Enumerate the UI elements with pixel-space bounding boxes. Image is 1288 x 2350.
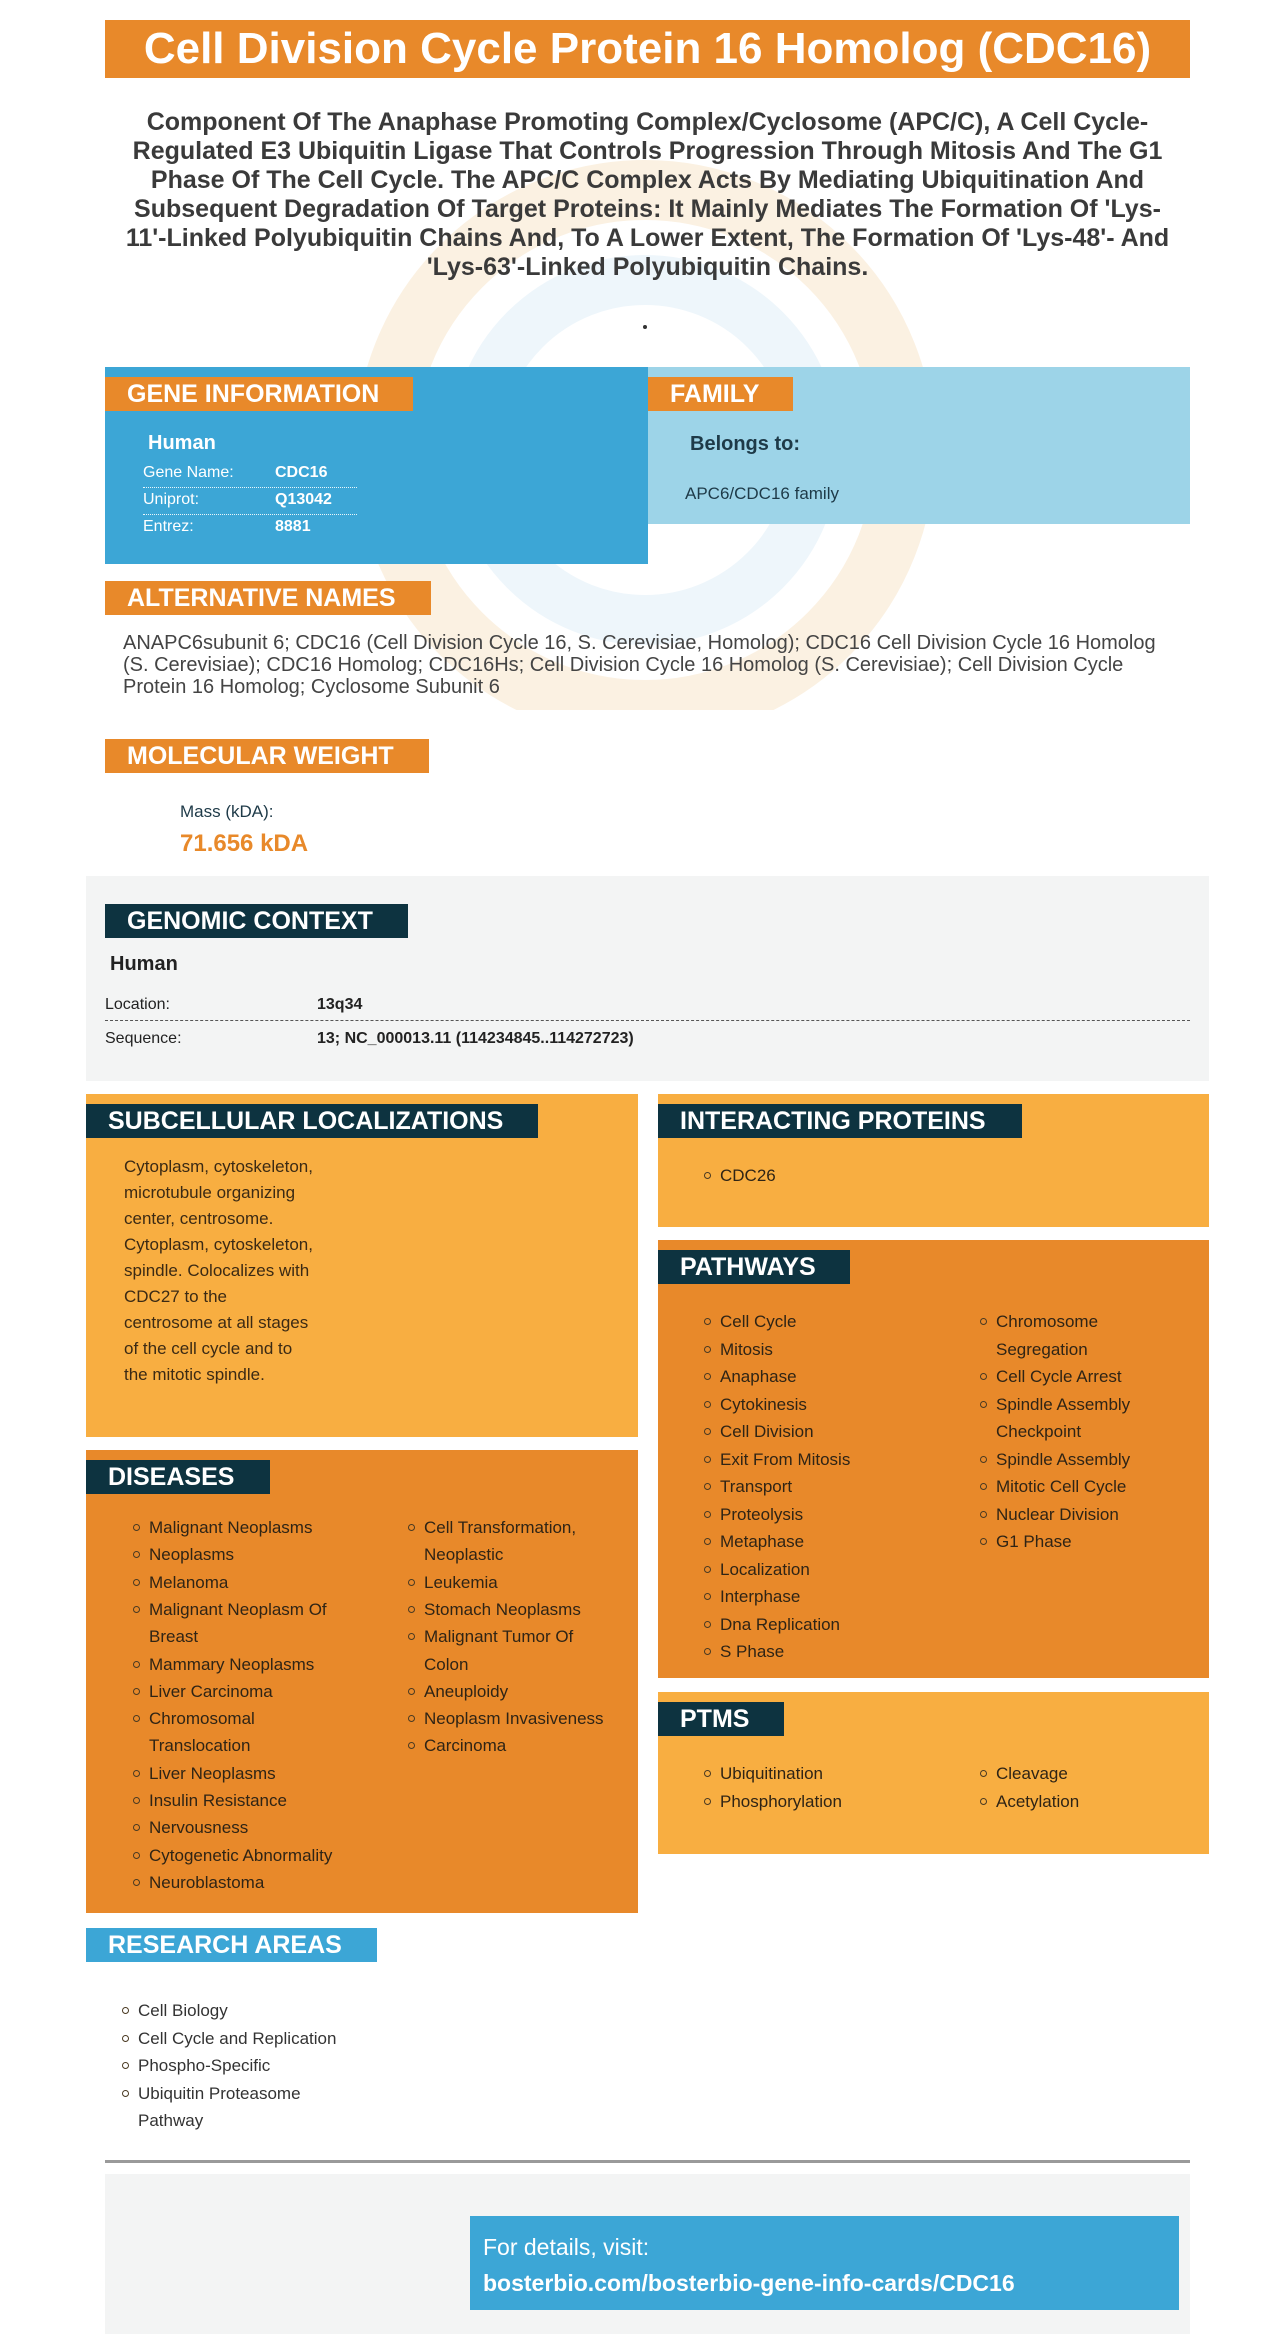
disease-item: Leukemia [424,1572,498,1592]
mass-value: 71.656 kDA [180,830,309,857]
pathway-item: Spindle Assembly [996,1394,1131,1414]
bullet-icon [133,1770,140,1777]
pathway-item: Cell Division [720,1422,814,1441]
disease-item: Liver Neoplasms [149,1763,276,1783]
bullet-icon [704,1798,711,1805]
bullet-icon [704,1648,711,1655]
bullet-icon [704,1373,711,1380]
mass-label: Mass (kDA): [180,802,274,821]
bullet-icon [704,1511,711,1518]
bullet-icon [704,1593,711,1600]
subcellular-line: of the cell cycle and to [124,1339,293,1358]
pathway-item: Checkpoint [996,1422,1082,1441]
bullet-icon [133,1879,140,1886]
bullet-icon [408,1606,415,1613]
molecular-weight-heading: MOLECULAR WEIGHT [105,739,429,773]
interacting-proteins-heading: INTERACTING PROTEINS [658,1104,1022,1138]
family-value: APC6/CDC16 family [685,484,839,503]
details-label: For details, visit: [483,2234,650,2260]
pathway-item: S Phase [720,1642,785,1661]
gene-name-label: Gene Name: [143,464,234,481]
research-area-item: Pathway [138,2111,204,2130]
ptms-heading: PTMS [658,1702,784,1736]
bullet-icon [408,1579,415,1586]
sequence-row [105,1022,1190,1055]
genomic-context-heading: GENOMIC CONTEXT [105,904,408,938]
uniprot-value: Q13042 [275,491,332,508]
disease-item: Melanoma [149,1572,229,1592]
pathway-item: Metaphase [720,1532,805,1551]
bullet-icon [133,1579,140,1586]
pathway-item: Cell Cycle [720,1312,797,1331]
subcellular-line: CDC27 to the [124,1287,227,1306]
ptm-item: Phosphorylation [720,1791,842,1811]
bullet-icon [133,1661,140,1668]
bullet-icon [704,1770,711,1777]
pathway-item: Segregation [996,1339,1088,1359]
uniprot-row [143,488,357,515]
bullet-icon [704,1172,711,1179]
bullet-icon [133,1852,140,1859]
uniprot-label: Uniprot: [143,491,200,508]
separator-dot [643,325,647,329]
research-areas-heading: RESEARCH AREAS [86,1928,377,1962]
bullet-icon [133,1524,140,1531]
disease-item: Neoplasm Invasiveness [424,1709,604,1729]
disease-item: Cytogenetic Abnormality [149,1845,333,1865]
bullet-icon [122,2035,129,2042]
bullet-icon [980,1373,987,1380]
interacting-protein-item: CDC26 [720,1166,776,1185]
pathway-item: Mitosis [720,1339,773,1359]
disease-item: Insulin Resistance [149,1791,287,1810]
pathway-item: Cytokinesis [720,1394,807,1414]
bullet-icon [122,2062,129,2069]
bullet-icon [704,1401,711,1408]
alternative-names-text: ANAPC6subunit 6; CDC16 (Cell Division Cycle 16, S. Cerevisiae, Homolog); CDC16 Cell Division Cycle 16 Homolog (S. Cerevisiae); CDC16 Homolog; CDC16Hs; Cell Division Cycle 16 Homolog (S. Cerevisiae); Cell Division Cycle Protein 16 Homolog; Cyclosome Subunit 6 [123,632,1156,698]
bullet-icon [980,1511,987,1518]
gene-name-row [143,461,357,488]
subcellular-line: Cytoplasm, cytoskeleton, [124,1235,313,1254]
footer-divider [105,2160,1190,2163]
bullet-icon [704,1346,711,1353]
bullet-icon [133,1606,140,1613]
bullet-icon [980,1483,987,1490]
bullet-icon [704,1456,711,1463]
pathway-item: Transport [720,1477,793,1496]
pathway-item: Interphase [720,1587,801,1606]
disease-item: Stomach Neoplasms [424,1599,581,1619]
bullet-icon [704,1483,711,1490]
bullet-icon [980,1318,987,1325]
location-label: Location: [105,996,170,1013]
research-area-item: Ubiquitin Proteasome [138,2083,301,2103]
entrez-value: 8881 [275,518,311,535]
bullet-icon [122,2090,129,2097]
disease-item: Malignant Neoplasm Of [149,1599,327,1619]
disease-item: Chromosomal [149,1709,255,1729]
subcellular-line: microtubule organizing [124,1183,296,1202]
gene-info-species: Human [148,432,216,454]
sequence-value: 13; NC_000013.11 (114234845..114272723) [317,1030,634,1047]
pathway-item: Mitotic Cell Cycle [996,1477,1127,1496]
disease-item: Neuroblastoma [149,1872,265,1892]
disease-item: Translocation [149,1736,251,1756]
entrez-row [143,515,357,542]
family-belongs-label: Belongs to: [690,433,800,455]
pathway-item: Spindle Assembly [996,1449,1131,1469]
subcellular-line: Cytoplasm, cytoskeleton, [124,1157,313,1176]
subcellular-text [124,1154,313,1388]
location-row [105,988,1190,1021]
bullet-icon [704,1428,711,1435]
gene-name-value: CDC16 [275,464,328,481]
subcellular-line: centrosome at all stages [124,1313,309,1332]
disease-item: Liver Carcinoma [149,1681,273,1701]
gene-information-heading: GENE INFORMATION [105,377,413,411]
disease-item: Mammary Neoplasms [149,1654,315,1674]
sequence-label: Sequence: [105,1030,182,1047]
bullet-icon [980,1770,987,1777]
entrez-label: Entrez: [143,518,194,535]
bullet-icon [704,1621,711,1628]
pathway-item: G1 Phase [996,1532,1072,1551]
disease-item: Neoplasms [149,1545,235,1565]
ptm-item: Acetylation [996,1791,1080,1811]
bullet-icon [122,2007,129,2014]
pathway-item: Exit From Mitosis [720,1449,851,1469]
research-area-item: Phospho-Specific [138,2056,271,2075]
ptm-item: Ubiquitination [720,1764,824,1783]
location-value: 13q34 [317,996,363,1013]
alternative-names-heading: ALTERNATIVE NAMES [105,581,431,615]
bullet-icon [408,1524,415,1531]
research-area-item: Cell Cycle and Replication [138,2028,337,2048]
research-area-item: Cell Biology [138,2001,228,2020]
details-link[interactable]: bosterbio.com/bosterbio-gene-info-cards/CDC16 [483,2270,1015,2296]
disease-item: Aneuploidy [424,1681,509,1701]
ptm-item: Cleavage [996,1764,1068,1783]
bullet-icon [980,1538,987,1545]
bullet-icon [133,1797,140,1804]
diseases-heading: DISEASES [86,1460,270,1494]
pathway-item: Anaphase [720,1367,797,1386]
disease-item: Breast [149,1627,199,1647]
disease-item: Malignant Neoplasms [149,1518,313,1537]
pathway-item: Cell Cycle Arrest [996,1367,1122,1386]
bullet-icon [980,1798,987,1805]
bullet-icon [133,1688,140,1695]
subcellular-line: the mitotic spindle. [124,1365,265,1384]
genomic-species: Human [110,953,178,975]
pathway-item: Proteolysis [720,1504,804,1524]
subcellular-line: spindle. Colocalizes with [124,1261,310,1280]
bullet-icon [980,1401,987,1408]
bullet-icon [704,1566,711,1573]
pathway-item: Localization [720,1559,810,1579]
bullet-icon [704,1318,711,1325]
page-title: Cell Division Cycle Protein 16 Homolog (CDC16) [105,20,1190,78]
disease-item: Malignant Tumor Of [424,1627,574,1647]
bullet-icon [408,1688,415,1695]
disease-item: Colon [424,1654,469,1674]
disease-item: Carcinoma [424,1736,507,1756]
bullet-icon [704,1538,711,1545]
bullet-icon [980,1456,987,1463]
pathway-item: Chromosome [996,1312,1099,1331]
family-heading: FAMILY [648,377,793,411]
pathway-item: Dna Replication [720,1614,841,1634]
pathway-item: Nuclear Division [996,1504,1119,1524]
disease-item: Cell Transformation, [424,1518,577,1537]
subcellular-line: center, centrosome. [124,1209,274,1228]
pathways-heading: PATHWAYS [658,1250,850,1284]
protein-summary: Component Of The Anaphase Promoting Complex/Cyclosome (APC/C), A Cell Cycle-Regulated E3 Ubiquitin Ligase That Controls Progression Through Mitosis And The G1 Phase Of The Cell Cycle. The APC/C Complex Acts By Mediating Ubiquitination And Subsequent Degradation Of Target Proteins: It Mainly Mediates The Formation Of 'Lys-11'-Linked Polyubiquitin Chains And, To A Lower Extent, The Formation Of 'Lys-48'- And 'Lys-63'-Linked Polyubiquitin Chains. [125,108,1170,281]
subcellular-heading: SUBCELLULAR LOCALIZATIONS [86,1104,538,1138]
disease-item: Neoplastic [424,1545,504,1565]
disease-item: Nervousness [149,1818,249,1838]
